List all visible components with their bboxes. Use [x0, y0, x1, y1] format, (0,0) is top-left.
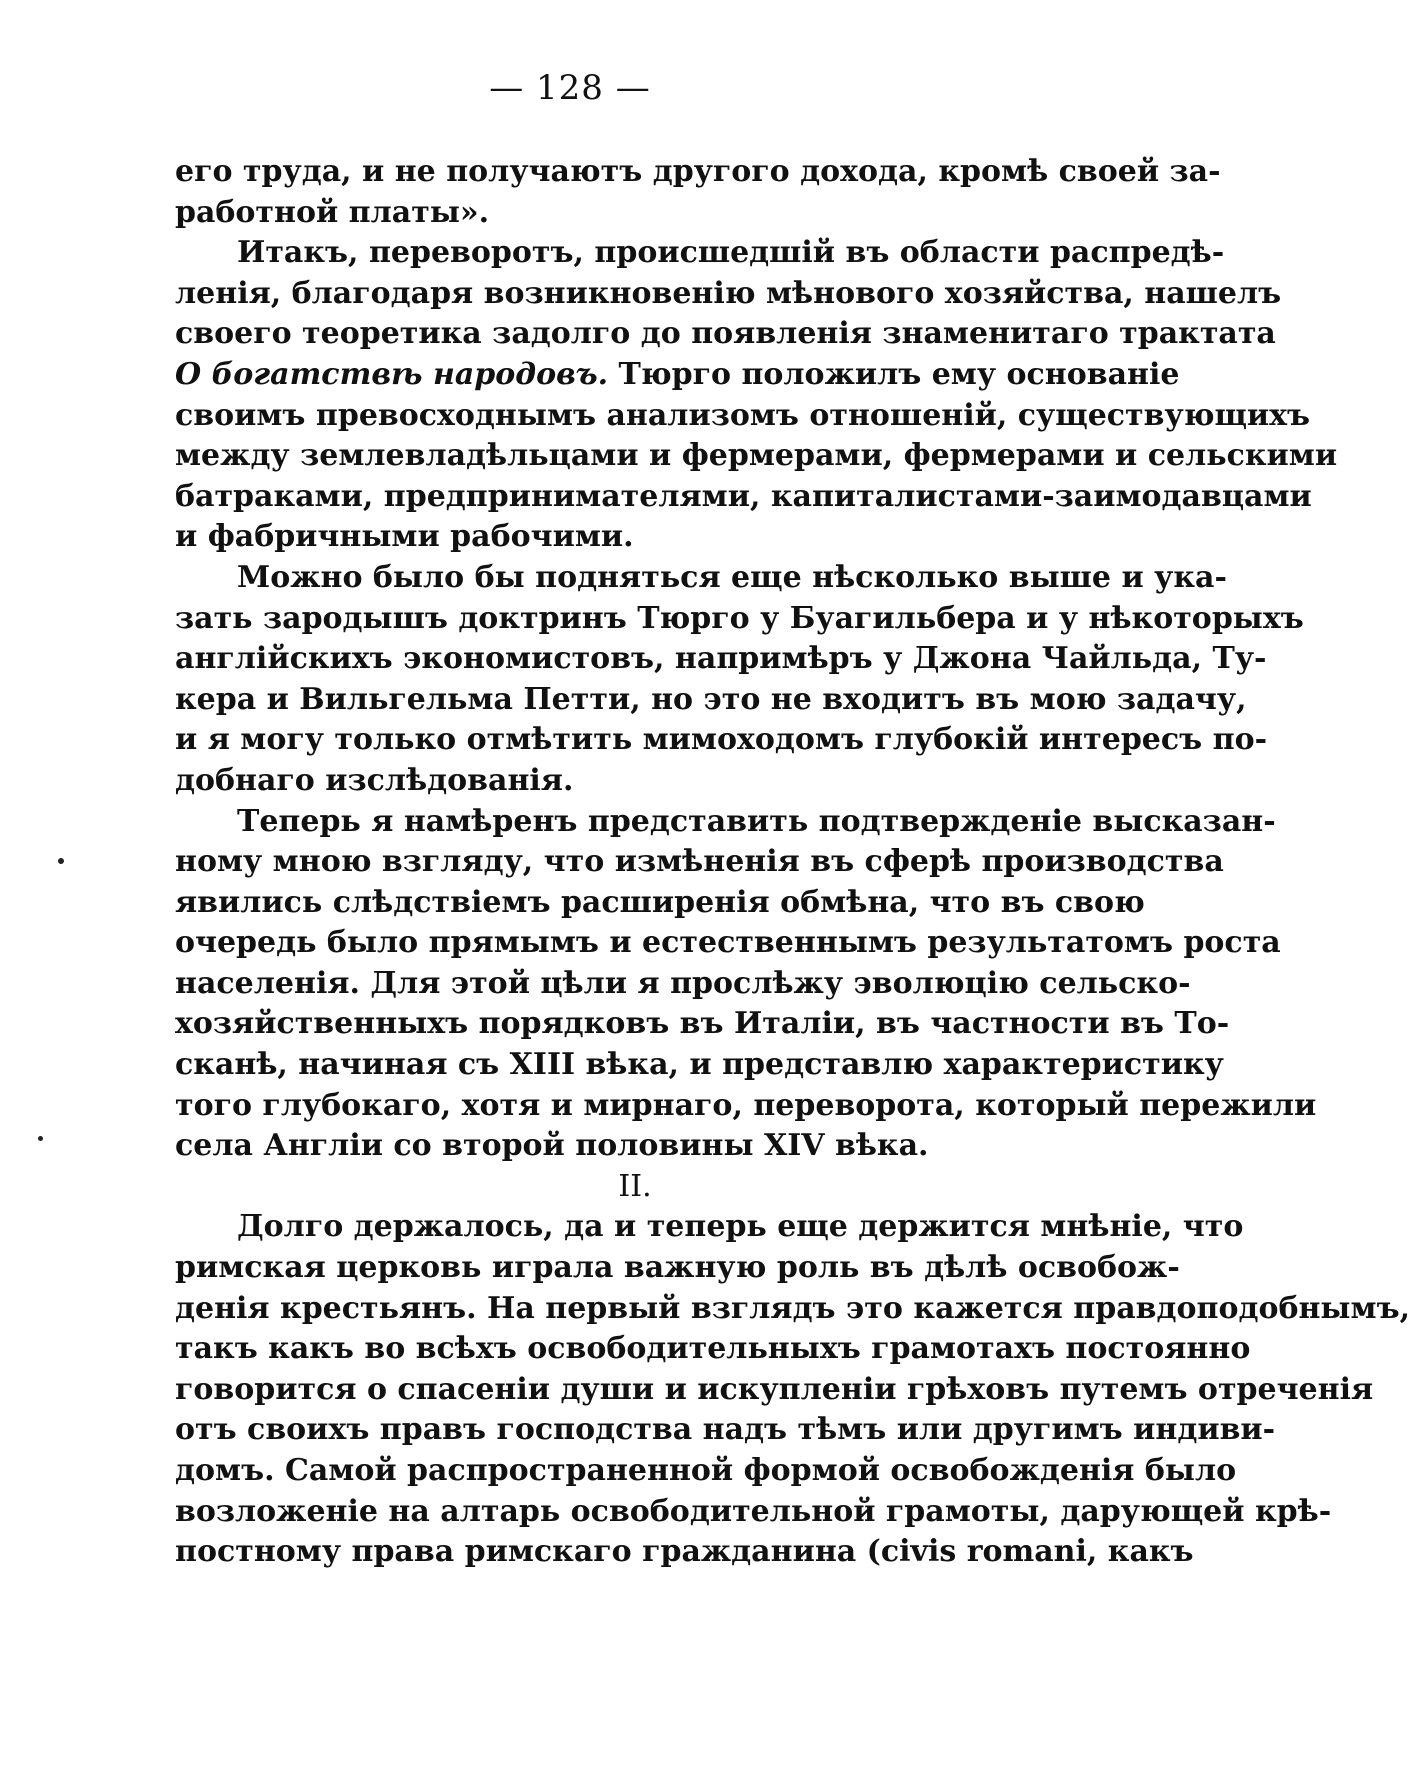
line-text: говорится о спасеніи души и искупленіи грѣховъ путемъ отреченія: [175, 1371, 1374, 1407]
line-text: его труда, и не получаютъ другого дохода, кромѣ своей за-: [175, 154, 1221, 189]
text-line: [175, 396, 1311, 437]
text-line: [175, 802, 1276, 843]
body-text: [175, 152, 1410, 1573]
line-text: Можно было бы подняться еще нѣсколько выше и ука-: [237, 559, 1227, 595]
text-line: [175, 720, 1268, 761]
text-line: [175, 883, 1145, 924]
line-text: кера и Вильгельма Петти, но это не входитъ въ мою задачу,: [175, 681, 1247, 717]
line-text: Итакъ, переворотъ, происшедшій въ области распредѣ-: [237, 235, 1225, 271]
line-text: ленія, благодаря возникновенію мѣнового хозяйства, нашелъ: [175, 275, 1282, 311]
line-text: явились слѣдствіемъ расширенія обмѣна, что въ свою: [175, 884, 1145, 920]
text-line: [175, 1086, 1317, 1127]
text-line: [175, 1045, 1224, 1086]
text-line: [175, 1532, 1194, 1573]
text-line: [175, 842, 1224, 883]
text-line: [175, 274, 1282, 315]
text-line: [175, 558, 1227, 599]
ink-speck: [58, 858, 64, 864]
text-line: [175, 761, 1095, 802]
line-text: хозяйственныхъ порядковъ въ Италіи, въ частности въ То-: [175, 1006, 1230, 1042]
text-line: [175, 1329, 1251, 1370]
line-text: II.: [618, 1168, 652, 1204]
line-text: сканѣ, начиная съ XIII вѣка, и представлю характеристику: [175, 1047, 1224, 1083]
line-text: и я могу только отмѣтить мимоходомъ глубокій интересъ по-: [175, 722, 1268, 758]
line-text: ному мною взгляду, что измѣненія въ сферѣ производства: [175, 844, 1224, 880]
text-line: [175, 639, 1267, 680]
line-text: денія крестьянъ. На первый взглядъ это кажется правдоподобнымъ,: [175, 1290, 1410, 1326]
text-line: [175, 1004, 1230, 1045]
line-text: очередь было прямымъ и естественнымъ результатомъ роста: [175, 925, 1281, 961]
line-text: такъ какъ во всѣхъ освободительныхъ грамотахъ постоянно: [175, 1331, 1251, 1367]
ink-speck: [38, 1136, 43, 1141]
line-text: отъ своихъ правъ господства надъ тѣмъ или другимъ индиви-: [175, 1412, 1276, 1448]
line-text: Долго держалось, да и теперь еще держится мнѣніе, что: [237, 1209, 1244, 1245]
text-line: [175, 1289, 1410, 1330]
text-line: [175, 193, 1095, 234]
line-text: того глубокаго, хотя и мирнаго, переворота, который пережили: [175, 1087, 1317, 1123]
text-line: [175, 680, 1247, 721]
text-line: [175, 1248, 1180, 1289]
text-line: [175, 1492, 1332, 1533]
section-heading: [175, 1167, 1095, 1208]
text-line: [175, 1370, 1374, 1411]
line-text: и фабричными рабочими.: [175, 519, 634, 555]
text-line: [175, 1126, 1095, 1167]
text-line: [175, 314, 1276, 355]
text-line: [175, 923, 1281, 964]
line-text: добнаго изслѣдованія.: [175, 762, 574, 798]
text-line: [175, 152, 1221, 193]
line-text: своего теоретика задолго до появленія знаменитаго трактата: [175, 316, 1276, 352]
line-text: возложеніе на алтарь освободительной грамоты, дарующей крѣ-: [175, 1493, 1332, 1529]
line-text: между землевладѣльцами и фермерами, фермерами и сельскими: [175, 438, 1338, 474]
line-text: Тюрго положилъ ему основаніе: [608, 356, 1180, 392]
line-text: Теперь я намѣренъ представить подтвержденіе высказан-: [237, 803, 1276, 839]
line-text: англійскихъ экономистовъ, напримѣръ у Джона Чайльда, Ту-: [175, 641, 1267, 677]
line-text: римская церковь играла важную роль въ дѣлѣ освобож-: [175, 1250, 1180, 1286]
page-number: — 128 —: [489, 68, 651, 108]
text-line: [175, 477, 1312, 518]
line-text: зать зародышъ доктринъ Тюрго у Буагильбера и у нѣкоторыхъ: [175, 600, 1304, 636]
line-text: села Англіи со второй половины XIV вѣка.: [175, 1128, 929, 1164]
line-text: постному права римскаго гражданина (civis romani, какъ: [175, 1534, 1194, 1570]
text-line: [175, 233, 1225, 274]
text-line: [175, 1410, 1276, 1451]
line-text: населенія. Для этой цѣли я прослѣжу эволюцію сельско-: [175, 965, 1191, 1001]
line-text: домъ. Самой распространенной формой освобожденія было: [175, 1453, 1237, 1488]
text-line: [175, 355, 1180, 396]
line-text: батраками, предпринимателями, капиталистами-заимодавцами: [175, 478, 1312, 514]
line-text: своимъ превосходнымъ анализомъ отношеній, существующихъ: [175, 397, 1311, 433]
text-line: [175, 1451, 1237, 1492]
line-text: работной платы».: [175, 194, 490, 230]
text-line: [175, 599, 1304, 640]
text-line: [175, 517, 1095, 558]
text-line: [175, 964, 1191, 1005]
text-line: [175, 436, 1338, 477]
italic-title: О богатствѣ народовъ.: [175, 356, 609, 392]
text-line: [175, 1207, 1244, 1248]
